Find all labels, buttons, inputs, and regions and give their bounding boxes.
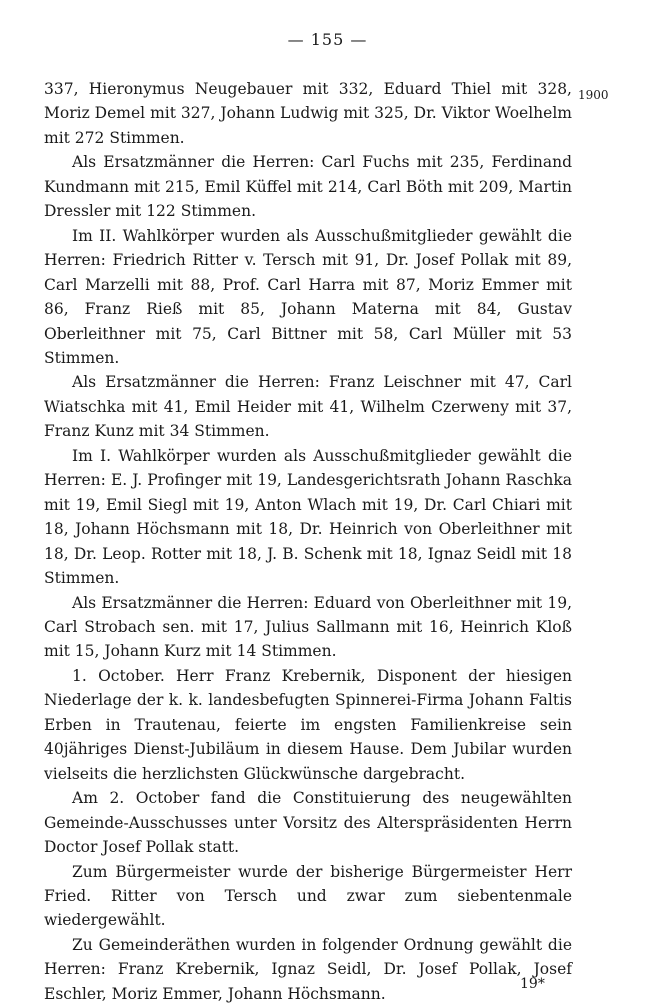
paragraph: Zu Gemeinderäthen wurden in folgender Ordnung gewählt die Herren: Franz Krebernik, Ignaz Seidl, Dr. Josef Pollak, Josef Eschler, Moriz Emmer, Johann Höchsmann. xyxy=(44,935,572,1003)
paragraph: Am 2. October fand die Constituierung des neugewählten Gemeinde-Ausschusses unter Vorsitz des Alterspräsidenten Herrn Doctor Josef Pollak statt. xyxy=(44,789,572,857)
body-text xyxy=(44,77,572,1006)
printer-signature-mark: 19* xyxy=(520,976,545,992)
page-number-header: — 155 — xyxy=(287,30,368,49)
paragraph: Als Ersatzmänner die Herren: Carl Fuchs mit 235, Ferdinand Kundmann mit 215, Emil Küffel mit 214, Carl Böth mit 209, Martin Dressler mit 122 Stimmen. xyxy=(44,153,572,221)
paragraph: Im I. Wahlkörper wurden als Ausschußmitglieder gewählt die Herren: E. J. Profinger mit 19, Landesgerichtsrath Johann Raschka mit 19, Emil Siegl mit 19, Anton Wlach mit 19, Dr. Carl Chiari mit 18, Johann Höchsmann mit 18, Dr. Heinrich von Oberleithner mit 18, Dr. Leop. Rotter mit 18, J. B. Schenk mit 18, Ignaz Seidl mit 18 Stimmen. xyxy=(44,446,572,588)
paragraph: 337, Hieronymus Neugebauer mit 332, Eduard Thiel mit 328, Moriz Demel mit 327, Johann Ludwig mit 325, Dr. Viktor Woelhelm mit 272 Stimmen. xyxy=(44,80,572,147)
paragraph: 1. October. Herr Franz Krebernik, Disponent der hiesigen Niederlage der k. k. landesbefugten Spinnerei-Firma Johann Faltis Erben in Trautenau, feierte im engsten Familienkreise sein 40jähriges Dienst-Jubiläum in diesem Hause. Dem Jubilar wurden vielseits die herzlichsten Glückwünsche dargebracht. xyxy=(44,666,572,783)
paragraph: Im II. Wahlkörper wurden als Ausschußmitglieder gewählt die Herren: Friedrich Ritter v. Tersch mit 91, Dr. Josef Pollak mit 89, Carl Marzelli mit 88, Prof. Carl Harra mit 87, Moriz Emmer mit 86, Franz Rieß mit 85, Johann Materna mit 84, Gustav Oberleithner mit 75, Carl Bittner mit 58, Carl Müller mit 53 Stimmen. xyxy=(44,226,572,367)
paragraph: Als Ersatzmänner die Herren: Eduard von Oberleithner mit 19, Carl Strobach sen. mit 17, Julius Sallmann mit 16, Heinrich Kloß mit 15, Johann Kurz mit 14 Stimmen. xyxy=(44,593,572,661)
margin-year-note: 1900 xyxy=(578,88,609,102)
paragraph: Als Ersatzmänner die Herren: Franz Leischner mit 47, Carl Wiatschka mit 41, Emil Heider mit 41, Wilhelm Czerweny mit 37, Franz Kunz mit 34 Stimmen. xyxy=(44,373,572,441)
paragraph: Zum Bürgermeister wurde der bisherige Bürgermeister Herr Fried. Ritter von Tersch und zwar zum siebentenmale wiedergewählt. xyxy=(44,862,572,930)
